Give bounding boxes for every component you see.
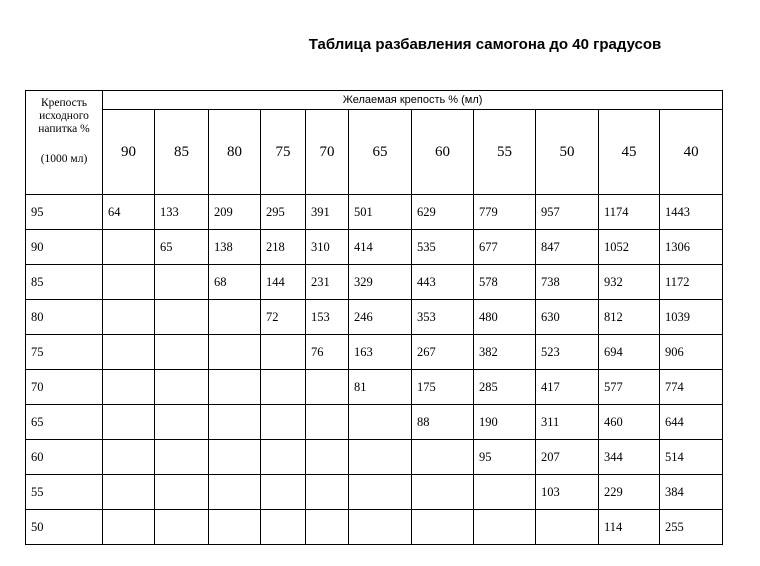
water-volume-cell [155,265,209,300]
target-strength-cell: 60 [412,110,474,195]
water-volume-cell: 163 [349,335,412,370]
table-row [26,475,723,510]
dilution-table [25,90,723,545]
water-volume-cell [261,405,306,440]
water-volume-cell: 460 [599,405,660,440]
water-volume-cell: 218 [261,230,306,265]
table-row [26,440,723,475]
source-strength-cell: 50 [26,510,103,545]
water-volume-cell [155,335,209,370]
water-volume-cell: 353 [412,300,474,335]
water-volume-cell [349,475,412,510]
water-volume-cell [412,440,474,475]
water-volume-cell [209,475,261,510]
water-volume-cell: 957 [536,195,599,230]
water-volume-cell: 311 [536,405,599,440]
water-volume-cell: 103 [536,475,599,510]
water-volume-cell [155,405,209,440]
water-volume-cell [155,510,209,545]
water-volume-cell: 190 [474,405,536,440]
water-volume-cell [209,510,261,545]
water-volume-cell: 133 [155,195,209,230]
water-volume-cell: 523 [536,335,599,370]
water-volume-cell: 255 [660,510,723,545]
water-volume-cell [103,370,155,405]
water-volume-cell [155,370,209,405]
water-volume-cell: 738 [536,265,599,300]
water-volume-cell [155,300,209,335]
water-volume-cell [306,510,349,545]
source-header-line: напитка % [38,123,90,135]
target-strength-cell: 85 [155,110,209,195]
water-volume-cell [306,440,349,475]
target-strength-cell: 45 [599,110,660,195]
water-volume-cell [209,370,261,405]
water-volume-cell: 1052 [599,230,660,265]
water-volume-cell: 414 [349,230,412,265]
target-strength-cell: 40 [660,110,723,195]
source-strength-cell: 80 [26,300,103,335]
target-strength-cell: 70 [306,110,349,195]
water-volume-cell: 417 [536,370,599,405]
water-volume-cell [306,370,349,405]
water-volume-cell: 501 [349,195,412,230]
table-row [26,230,723,265]
water-volume-cell [103,405,155,440]
water-volume-cell [209,335,261,370]
table-row [26,405,723,440]
water-volume-cell: 246 [349,300,412,335]
water-volume-cell [306,405,349,440]
water-volume-cell: 694 [599,335,660,370]
water-volume-cell: 76 [306,335,349,370]
water-volume-cell: 207 [536,440,599,475]
table-row [26,265,723,300]
water-volume-cell [103,440,155,475]
water-volume-cell: 391 [306,195,349,230]
water-volume-cell: 72 [261,300,306,335]
water-volume-cell: 382 [474,335,536,370]
source-header-line: Крепость [40,97,88,109]
water-volume-cell: 344 [599,440,660,475]
water-volume-cell: 677 [474,230,536,265]
water-volume-cell: 630 [536,300,599,335]
water-volume-cell: 578 [474,265,536,300]
water-volume-cell [306,475,349,510]
water-volume-cell [103,475,155,510]
water-volume-cell: 153 [306,300,349,335]
source-strength-cell: 85 [26,265,103,300]
water-volume-cell: 267 [412,335,474,370]
water-volume-cell: 779 [474,195,536,230]
source-strength-header [26,91,103,195]
water-volume-cell [474,475,536,510]
source-strength-cell: 65 [26,405,103,440]
water-volume-cell: 209 [209,195,261,230]
source-volume-unit: (1000 мл) [40,153,88,165]
water-volume-cell: 68 [209,265,261,300]
water-volume-cell: 1174 [599,195,660,230]
water-volume-cell [412,510,474,545]
source-strength-cell: 55 [26,475,103,510]
water-volume-cell: 88 [412,405,474,440]
water-volume-cell [103,230,155,265]
water-volume-cell [349,405,412,440]
water-volume-cell: 65 [155,230,209,265]
target-strength-row [26,110,723,195]
water-volume-cell [349,440,412,475]
water-volume-cell: 514 [660,440,723,475]
water-volume-cell: 906 [660,335,723,370]
water-volume-cell: 295 [261,195,306,230]
water-volume-cell [155,440,209,475]
water-volume-cell: 64 [103,195,155,230]
water-volume-cell: 1306 [660,230,723,265]
water-volume-cell: 577 [599,370,660,405]
water-volume-cell: 384 [660,475,723,510]
table-row [26,370,723,405]
water-volume-cell: 231 [306,265,349,300]
source-strength-cell: 75 [26,335,103,370]
water-volume-cell: 329 [349,265,412,300]
water-volume-cell [209,300,261,335]
water-volume-cell: 138 [209,230,261,265]
water-volume-cell: 1039 [660,300,723,335]
water-volume-cell [261,475,306,510]
water-volume-cell [261,370,306,405]
source-header-line: исходного [39,110,89,122]
source-strength-cell: 95 [26,195,103,230]
table-row [26,195,723,230]
water-volume-cell: 629 [412,195,474,230]
water-volume-cell [349,510,412,545]
water-volume-cell: 480 [474,300,536,335]
target-strength-cell: 50 [536,110,599,195]
water-volume-cell: 644 [660,405,723,440]
water-volume-cell: 285 [474,370,536,405]
water-volume-cell [209,405,261,440]
table-body [26,195,723,545]
water-volume-cell: 932 [599,265,660,300]
water-volume-cell [261,510,306,545]
target-strength-cell: 80 [209,110,261,195]
target-strength-cell: 90 [103,110,155,195]
water-volume-cell [261,440,306,475]
water-volume-cell: 847 [536,230,599,265]
water-volume-cell [536,510,599,545]
water-volume-cell: 144 [261,265,306,300]
page-title: Таблица разбавления самогона до 40 градусов [308,36,662,53]
water-volume-cell [412,475,474,510]
source-strength-cell: 90 [26,230,103,265]
target-strength-group-header: Желаемая крепость % (мл) [103,91,723,110]
water-volume-cell [209,440,261,475]
water-volume-cell [103,300,155,335]
water-volume-cell: 95 [474,440,536,475]
water-volume-cell: 229 [599,475,660,510]
target-strength-cell: 65 [349,110,412,195]
water-volume-cell [261,335,306,370]
table-row [26,300,723,335]
water-volume-cell: 774 [660,370,723,405]
water-volume-cell: 81 [349,370,412,405]
water-volume-cell [103,510,155,545]
table-row [26,510,723,545]
source-strength-cell: 70 [26,370,103,405]
source-strength-cell: 60 [26,440,103,475]
target-strength-cell: 55 [474,110,536,195]
water-volume-cell [155,475,209,510]
water-volume-cell [103,265,155,300]
water-volume-cell [103,335,155,370]
water-volume-cell [474,510,536,545]
water-volume-cell: 1443 [660,195,723,230]
target-strength-cell: 75 [261,110,306,195]
water-volume-cell: 310 [306,230,349,265]
water-volume-cell: 443 [412,265,474,300]
water-volume-cell: 114 [599,510,660,545]
water-volume-cell: 175 [412,370,474,405]
water-volume-cell: 535 [412,230,474,265]
water-volume-cell: 812 [599,300,660,335]
water-volume-cell: 1172 [660,265,723,300]
table-row [26,335,723,370]
